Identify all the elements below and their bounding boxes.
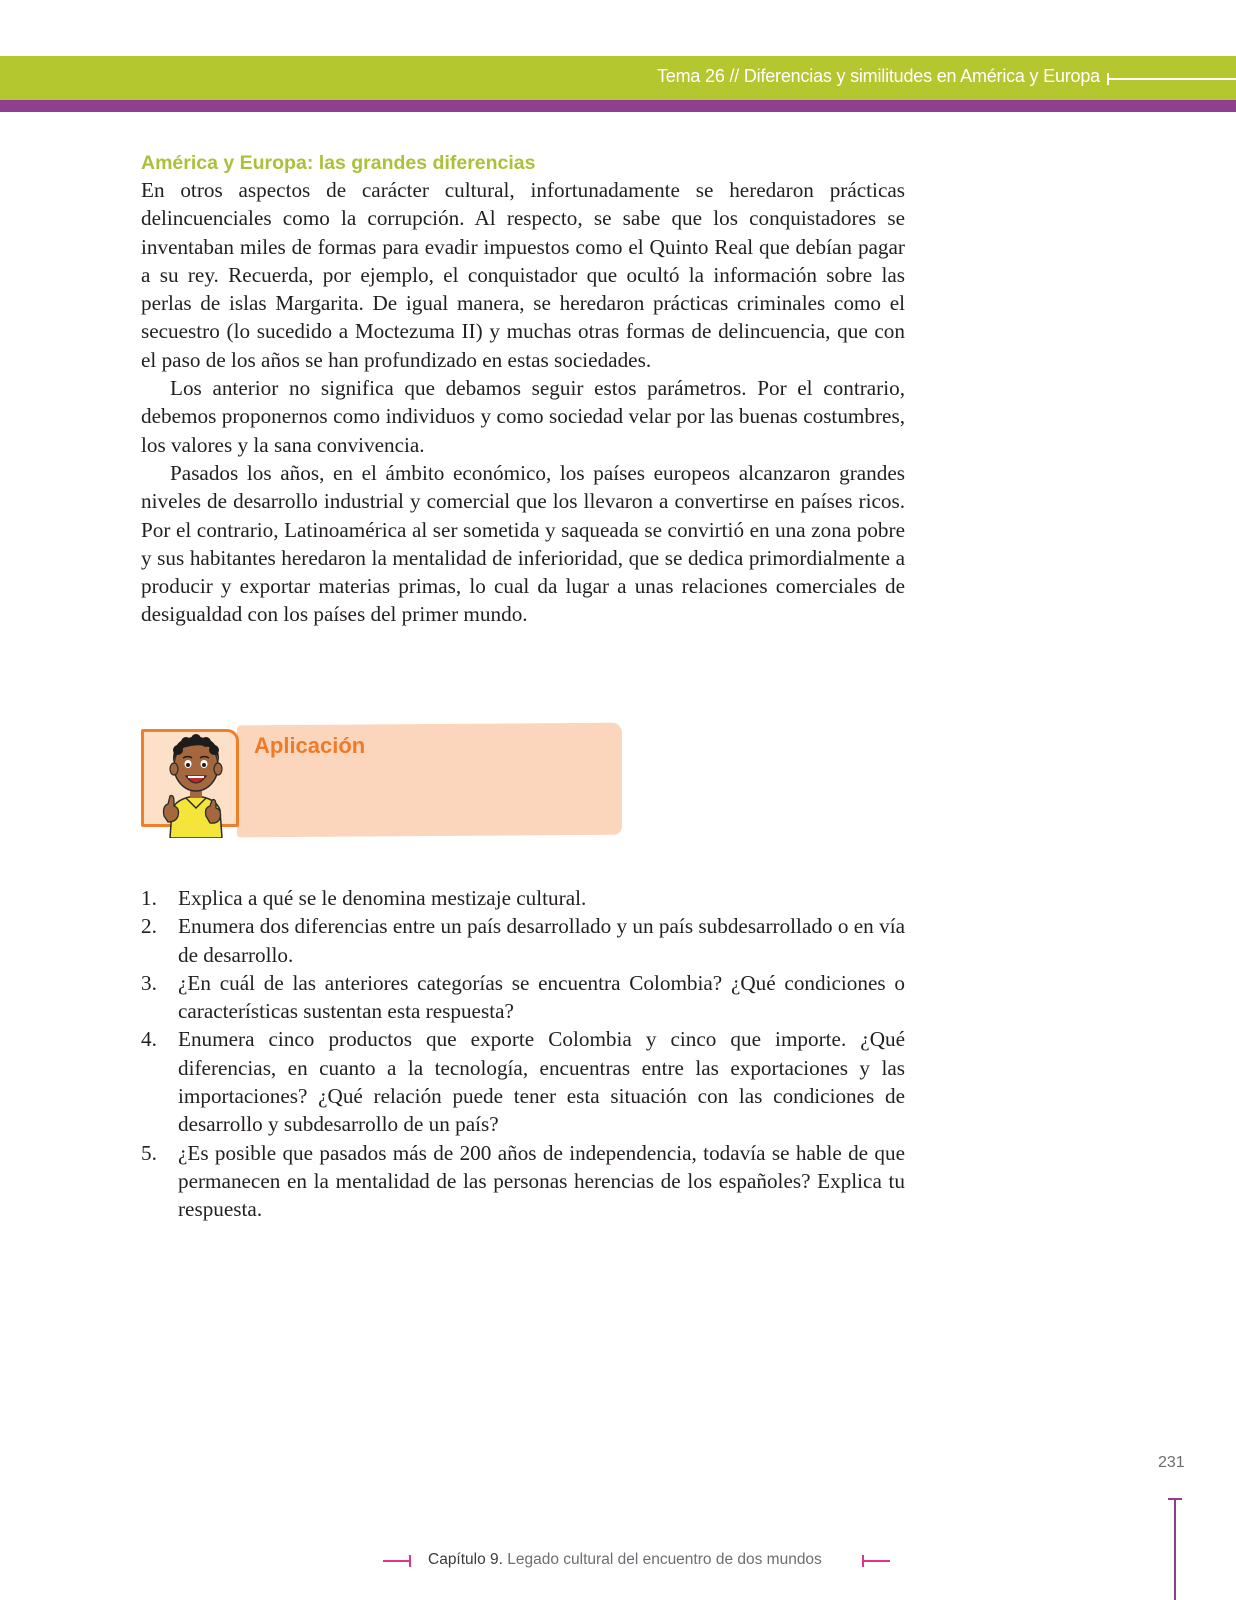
chapter-label: Capítulo 9.: [428, 1551, 503, 1568]
page-number: 231: [1158, 1454, 1185, 1471]
main-content: [141, 150, 905, 629]
list-item-text: Enumera dos diferencias entre un país desarrollado y un país subdesarrollado o en vía de desarrollo.: [178, 914, 905, 967]
list-item-number: 3.: [141, 970, 157, 995]
list-item-text: ¿Es posible que pasados más de 200 años de independencia, todavía se hable de que permanecen en la mentalidad de las personas herencias de los españoles? Explica tu respuesta.: [178, 1140, 905, 1222]
footer-rule-right: [862, 1560, 890, 1562]
paragraph-1: En otros aspectos de carácter cultural, infortunadamente se heredaron prácticas delincuenciales como la corrupción. Al respecto, se sabe que los conquistadores se inventaban miles de formas para evadir impuestos como el Quinto Real que debían pagar a su rey. Recuerda, por ejemplo, el conquistador que ocultó la información sobre las perlas de islas Margarita. De igual manera, se heredaron prácticas criminales como el secuestro (lo sucedido a Moctezuma II) y muchas otras formas de delincuencia, que con el paso de los años se han profundizado en estas sociedades.: [141, 178, 905, 372]
section-title: América y Europa: las grandes diferencias: [141, 152, 536, 174]
list-item-number: 1.: [141, 886, 157, 910]
list-item-number: 2.: [141, 914, 157, 939]
list-item-number: 5.: [141, 1140, 157, 1165]
list-item-text: ¿En cuál de las anteriores categorías se encuentra Colombia? ¿Qué condiciones o características sustentan esta respuesta?: [178, 970, 905, 1024]
header-rule: [1108, 78, 1236, 80]
list-item-text: Enumera cinco productos que exporte Colombia y cinco que importe. ¿Qué diferencias, en cuanto a la tecnología, encuentras entre las exportaciones y las importaciones? ¿Qué relación puede tener esta situación con las condiciones de desarrollo y subdesarrollo de un país?: [178, 1027, 905, 1137]
paragraph-2: Los anterior no significa que debamos seguir estos parámetros. Por el contrario, debemos proponernos como individuos y como sociedad velar por las buenas costumbres, los valores y la sana convivencia.: [141, 376, 905, 457]
list-item-number: 4.: [141, 1027, 157, 1052]
question-list: [141, 884, 905, 1224]
student-thumbs-up-icon: [156, 722, 236, 838]
footer-rule-left-tick: [409, 1555, 411, 1567]
side-rule: [1174, 1498, 1176, 1600]
application-title: Aplicación: [254, 733, 366, 758]
list-item: [141, 1025, 905, 1138]
chapter-footer: [428, 1551, 822, 1569]
list-item-text: Explica a qué se le denomina mestizaje cultural.: [178, 886, 587, 910]
page-header-title: Tema 26 // Diferencias y similitudes en América y Europa: [657, 66, 1100, 86]
chapter-title: Legado cultural del encuentro de dos mundos: [507, 1551, 822, 1568]
paragraph-3: Pasados los años, en el ámbito económico, los países europeos alcanzaron grandes niveles de desarrollo industrial y comercial que los llevaron a convertirse en países ricos. Por el contrario, Latinoamérica al ser sometida y saqueada se convirtió en una zona pobre y sus habitantes heredaron la mentalidad de inferioridad, que se dedica primordialmente a producir y exportar materias primas, lo cual da lugar a unas relaciones comerciales de desigualdad con los países del primer mundo.: [141, 460, 905, 627]
footer-rule-right-tick: [862, 1555, 864, 1567]
header-accent-stripe: [0, 100, 1236, 112]
list-item: [141, 884, 905, 912]
footer-rule-left: [383, 1560, 411, 1562]
list-item: [141, 912, 905, 969]
list-item: [141, 1139, 905, 1224]
list-item: [141, 969, 905, 1026]
